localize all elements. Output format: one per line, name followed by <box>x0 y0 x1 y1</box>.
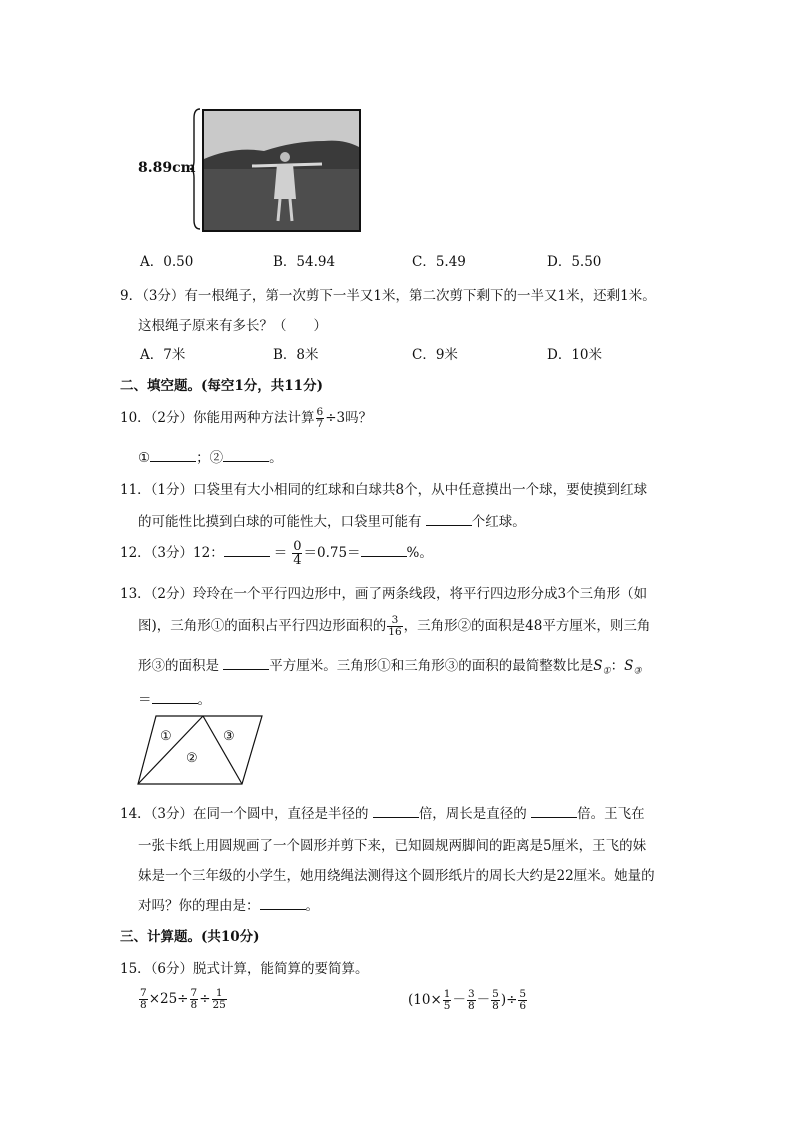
q14-stem-line2: 一张卡纸上用圆规画了一个圆形并剪下来，已知圆规两脚间的距离是5厘米，王飞的妹 <box>138 838 647 854</box>
q8-option-a: A．0.50 <box>140 254 194 270</box>
q15e1-f2-num: 7 <box>190 987 198 999</box>
q11-line2-suffix: 个红球。 <box>471 514 526 530</box>
height-brace <box>190 108 202 230</box>
q15e1-frac3 <box>212 988 227 1011</box>
q14-stem-line3: 妹是一个三年级的小学生，她用绕绳法测得这个圆形纸片的周长大约是22厘米。她量的 <box>138 868 655 884</box>
q13-s3-sub: ③ <box>633 666 642 677</box>
q15e2-f3-num: 5 <box>492 988 499 1000</box>
q13-s1-letter: S <box>593 658 603 674</box>
q15e2-frac2 <box>467 989 476 1012</box>
q10-fraction <box>316 407 325 430</box>
q12-blank2[interactable] <box>361 544 407 557</box>
q13-s1-sub: ① <box>602 666 611 677</box>
q9-stem-line2: 这根绳子原来有多长？（ ） <box>138 318 327 334</box>
q10-blank1[interactable] <box>150 449 196 462</box>
figure-label-2: ② <box>186 751 198 766</box>
q15e2-frac4 <box>518 989 527 1012</box>
q15-stem: 15．（6分）脱式计算，能简算的要简算。 <box>120 961 369 977</box>
q10-blank2-label: ② <box>209 450 224 466</box>
q15e2-f1-num: 1 <box>443 988 451 1000</box>
q15e1-frac2 <box>190 988 199 1011</box>
q15e2-f1-den: 5 <box>443 1000 451 1012</box>
q13-line2-suffix: ，三角形②的面积是48平方厘米，则三角 <box>403 618 651 634</box>
q9-option-a: A．7米 <box>140 347 186 363</box>
section-3-title: 三、计算题。(共10分) <box>120 929 260 945</box>
q14-line4-prefix: 对吗？你的理由是： <box>138 898 260 914</box>
q15e2-open: (10× <box>408 992 442 1008</box>
q10-answer-line <box>138 446 283 466</box>
q13-line4-suffix: 。 <box>197 692 211 708</box>
q15e2-f2-num: 3 <box>467 988 475 1000</box>
q13-line4-prefix: ＝ <box>138 692 152 708</box>
q8-option-b: B．54.94 <box>273 254 336 270</box>
q13-line3-mid: 平方厘米。三角形①和三角形③的面积的最简整数比是 <box>269 658 594 674</box>
q12-suffix: %。 <box>406 545 433 561</box>
q13-stem-line1: 13．（2分）玲玲在一个平行四边形中，画了两条线段，将平行四边形分成3个三角形（如 <box>120 586 648 602</box>
q9-option-b: B．8米 <box>273 347 319 363</box>
q12-blank1[interactable] <box>224 544 270 557</box>
q15e1-f3-num: 1 <box>215 987 223 999</box>
q14-blank1[interactable] <box>373 805 419 818</box>
q13-frac-den: 16 <box>388 626 402 638</box>
q15-expression-2 <box>408 988 528 1012</box>
q13-blank2[interactable] <box>152 691 198 704</box>
q8-option-d: D．5.50 <box>547 254 602 270</box>
q14-line1-prefix: 14．（3分）在同一个圆中，直径是半径的 <box>120 806 373 822</box>
q12-fraction <box>292 540 302 567</box>
q11-stem-line2 <box>138 510 526 530</box>
q14-blank3[interactable] <box>260 897 306 910</box>
q14-blank2[interactable] <box>531 805 577 818</box>
q12-prefix: 12．（3分）12： <box>120 545 224 561</box>
q15e2-f3-den: 8 <box>492 1000 499 1012</box>
q15e2-op2: － <box>476 992 491 1008</box>
q10-blank2[interactable] <box>223 449 269 462</box>
q13-frac-num: 3 <box>391 614 399 626</box>
q13-fraction <box>387 615 402 638</box>
q15-expression-1 <box>138 988 228 1011</box>
q14-line1-suffix: 倍。王飞在 <box>577 806 645 822</box>
q10-frac-den: 7 <box>316 418 324 430</box>
q10-separator: ； <box>196 450 210 466</box>
q12-frac-den: 4 <box>293 553 302 568</box>
q14-stem-line4 <box>138 894 319 914</box>
woman-photo <box>202 109 361 232</box>
q13-line3-prefix: 形③的面积是 <box>138 658 224 674</box>
q9-option-c: C．9米 <box>412 347 458 363</box>
q13-blank1[interactable] <box>223 657 269 670</box>
q10-end: 。 <box>269 450 283 466</box>
q10-frac-num: 6 <box>316 406 324 418</box>
q15e1-f1-num: 7 <box>140 987 147 999</box>
q13-colon: ： <box>610 658 625 674</box>
q15e2-frac3 <box>491 989 500 1012</box>
q15e1-f2-den: 8 <box>190 999 198 1011</box>
q15e1-op2: ÷ <box>199 991 211 1007</box>
q15e2-f4-num: 5 <box>519 988 527 1000</box>
q10-suffix: ÷3吗？ <box>325 410 373 426</box>
q14-line4-suffix: 。 <box>305 898 319 914</box>
q15e2-close: )÷ <box>500 992 518 1008</box>
section-2-title: 二、填空题。(每空1分，共11分) <box>120 378 323 394</box>
q12-eq: ＝ <box>273 545 288 561</box>
q10-blank1-label: ① <box>138 450 151 466</box>
q15e2-f4-den: 6 <box>519 1000 527 1012</box>
q10-stem <box>120 406 372 430</box>
q12-mid: ＝0.75＝ <box>303 545 361 561</box>
q15e2-frac1 <box>443 989 452 1012</box>
q14-line1-mid: 倍，周长是直径的 <box>418 806 532 822</box>
parallelogram-figure <box>136 714 264 786</box>
q9-option-d: D．10米 <box>547 347 603 363</box>
q10-prefix: 10．（2分）你能用两种方法计算 <box>120 410 315 426</box>
figure-label-1: ① <box>160 729 172 744</box>
q13-s3-letter: S <box>624 658 634 674</box>
q12-stem <box>120 540 433 567</box>
q15e1-frac1 <box>139 988 148 1011</box>
q8-option-c: C．5.49 <box>412 254 466 270</box>
q13-line2-prefix: 图)，三角形①的面积占平行四边形面积的 <box>138 618 387 634</box>
q15e1-op1: ×25÷ <box>148 991 189 1007</box>
q13-stem-line3 <box>138 654 641 677</box>
q15e1-f1-den: 8 <box>140 999 147 1011</box>
figure-label-3: ③ <box>223 729 235 744</box>
q15e1-f3-den: 25 <box>212 999 226 1011</box>
q15e2-op1: － <box>452 992 466 1008</box>
q12-frac-num: 0 <box>293 539 302 554</box>
q11-stem-line1: 11．（1分）口袋里有大小相同的红球和白球共8个，从中任意摸出一个球，要使摸到红球 <box>120 482 648 498</box>
q13-stem-line2 <box>138 614 650 638</box>
q13-s1 <box>593 658 611 677</box>
q13-s3 <box>624 658 642 677</box>
photo-height-label: 8.89cm <box>138 160 196 176</box>
q14-stem-line1 <box>120 802 645 822</box>
q11-blank[interactable] <box>426 513 472 526</box>
q9-stem-line1: 9．（3分）有一根绳子，第一次剪下一半又1米，第二次剪下剩下的一半又1米，还剩1米。 <box>120 288 656 304</box>
q13-stem-line4 <box>138 688 211 708</box>
q11-line2-prefix: 的可能性比摸到白球的可能性大，口袋里可能有 <box>138 514 426 530</box>
q15e2-f2-den: 8 <box>467 1000 475 1012</box>
